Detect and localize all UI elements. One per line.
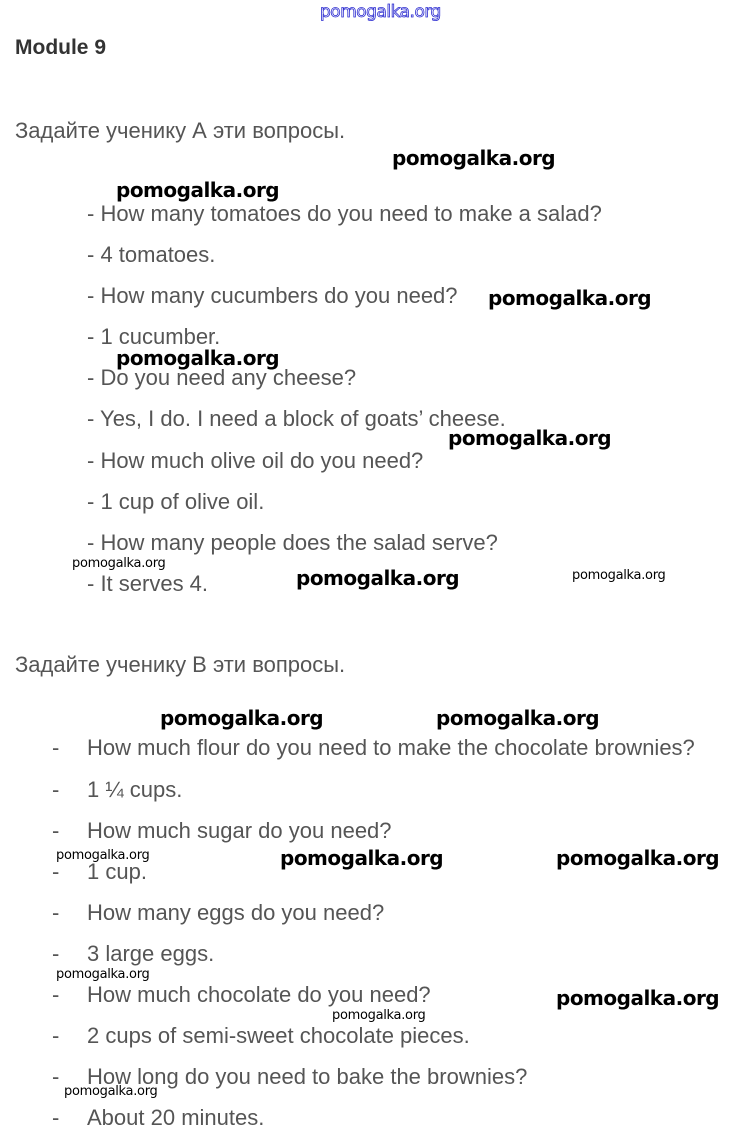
dash: - bbox=[52, 735, 60, 760]
dialogue-line: 3 large eggs. bbox=[87, 941, 215, 966]
dialogue-line: How many eggs do you need? bbox=[87, 900, 385, 925]
watermark: pomogalka.org bbox=[116, 178, 280, 202]
dialogue-line: - How many tomatoes do you need to make a salad? bbox=[87, 201, 602, 226]
watermark: pomogalka.org bbox=[64, 1084, 158, 1099]
dialogue-line: - How many people does the salad serve? bbox=[87, 530, 498, 555]
dialogue-line: About 20 minutes. bbox=[87, 1105, 265, 1130]
watermark: pomogalka.org bbox=[332, 1008, 426, 1023]
dialogue-line: - 4 tomatoes. bbox=[87, 242, 216, 267]
section-a-heading: Задайте ученику А эти вопросы. bbox=[15, 118, 346, 143]
watermark: pomogalka.org bbox=[56, 967, 150, 982]
dash: - bbox=[52, 1105, 60, 1130]
dash: - bbox=[52, 859, 60, 884]
watermark: pomogalka.org bbox=[572, 568, 666, 583]
dialogue-line: 1 cup. bbox=[87, 859, 147, 884]
site-logo-watermark: pomogalka.org bbox=[320, 2, 441, 22]
dialogue-line: - 1 cup of olive oil. bbox=[87, 489, 265, 514]
dash: - bbox=[52, 941, 60, 966]
watermark: pomogalka.org bbox=[436, 706, 600, 730]
dialogue-line: - Yes, I do. I need a block of goats’ cheese. bbox=[87, 406, 506, 431]
dialogue-line: - It serves 4. bbox=[87, 571, 209, 596]
watermark: pomogalka.org bbox=[296, 566, 460, 590]
watermark: pomogalka.org bbox=[116, 346, 280, 370]
watermark: pomogalka.org bbox=[488, 286, 652, 310]
dash: - bbox=[52, 777, 60, 802]
section-b-heading: Задайте ученику В эти вопросы. bbox=[15, 652, 346, 677]
dialogue-line: How much sugar do you need? bbox=[87, 818, 392, 843]
dash: - bbox=[52, 1064, 60, 1089]
dialogue-line: How much flour do you need to make the chocolate brownies? bbox=[87, 735, 695, 760]
watermark: pomogalka.org bbox=[160, 706, 324, 730]
dialogue-line: - How much olive oil do you need? bbox=[87, 448, 424, 473]
watermark: pomogalka.org bbox=[556, 986, 720, 1010]
dash: - bbox=[52, 900, 60, 925]
dialogue-line: How long do you need to bake the brownies? bbox=[87, 1064, 528, 1089]
watermark: pomogalka.org bbox=[72, 556, 166, 571]
watermark: pomogalka.org bbox=[392, 146, 556, 170]
dialogue-line: - 1 cucumber. bbox=[87, 324, 221, 349]
page-title: Module 9 bbox=[15, 36, 107, 59]
dash: - bbox=[52, 1023, 60, 1048]
watermark: pomogalka.org bbox=[556, 846, 720, 870]
dialogue-line: - How many cucumbers do you need? bbox=[87, 283, 458, 308]
dash: - bbox=[52, 982, 60, 1007]
dialogue-line: 2 cups of semi-sweet chocolate pieces. bbox=[87, 1023, 470, 1048]
dialogue-line: How much chocolate do you need? bbox=[87, 982, 431, 1007]
dialogue-line: 1 ¼ cups. bbox=[87, 777, 183, 802]
dash: - bbox=[52, 818, 60, 843]
watermark: pomogalka.org bbox=[448, 426, 612, 450]
dialogue-line: - Do you need any cheese? bbox=[87, 365, 357, 390]
watermark: pomogalka.org bbox=[280, 846, 444, 870]
watermark: pomogalka.org bbox=[56, 848, 150, 863]
